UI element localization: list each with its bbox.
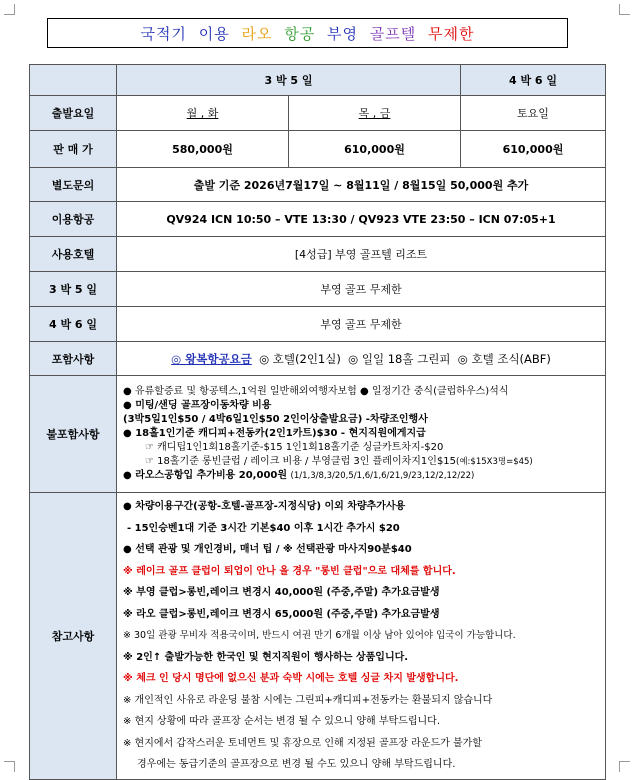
note-line: ※ 현지 상황에 따라 골프장 순서는 변경 될 수 있으니 양해 부탁드립니다.	[123, 716, 441, 727]
note-line: ※ 레이크 골프 클럽이 퇴업이 안나 올 경우 "롱빈 클럽"으로 대체를 합니다.	[123, 565, 456, 577]
excluded-line: ● 유류할증료 및 항공텍스,1억원 일반해외여행자보험 ● 일정기간 중식(클럽하우스)석식	[123, 386, 509, 397]
excluded-line: ● 미팅/샌딩 골프장이동차량 비용	[123, 400, 272, 411]
header-4n6d: 4 박 6 일	[461, 65, 606, 96]
header-corner-cell	[30, 65, 117, 96]
note-line: ※ 체크 인 당시 명단에 없으신 분과 숙박 시에는 호텔 싱글 차지 발생합니다.	[123, 673, 459, 684]
included-items	[117, 342, 606, 376]
note-line: ● 선택 관광 및 개인경비, 매너 팁 / ※ 선택관광 마사지90분$40	[123, 544, 412, 555]
excluded-line-part: (1/1,3/8,3/20,5/1,6/1,6/21,9/23,12/2,12/22)	[290, 471, 475, 481]
table-row	[30, 202, 606, 237]
excluded-line: ● 18홀1인기준 캐디피+전동카(2인1카트)$30 - 현지직원에게지급	[123, 428, 426, 439]
table-row	[30, 307, 606, 342]
table-row	[30, 493, 606, 780]
row-label: 참고사항	[30, 493, 117, 780]
note-line: ※ 현지에서 갑작스러운 토네먼트 및 휴장으로 인해 지정된 골프장 라운드가 불가할	[123, 737, 482, 749]
title-part: 부영	[327, 24, 358, 43]
flight-schedule: QV924 ICN 10:50 – VTE 13:30 / QV923 VTE 23:50 – ICN 07:05+1	[117, 202, 606, 237]
excluded-line: ☞ 캐디팁1인1회18홀기준-$15 1인1회18홀기준 싱글카트차지-$20	[145, 442, 444, 453]
row-label: 불포함사항	[30, 376, 117, 493]
note-line: ※ 2인↑ 출발가능한 한국인 및 현지직원이 행사하는 상품입니다.	[123, 651, 409, 663]
table-row	[30, 342, 606, 376]
note-line: ※ 개인적인 사유로 라운딩 불참 시에는 그린피+캐디피+전동카는 환불되지 않습니다	[123, 694, 493, 706]
title-part: 이용	[198, 24, 230, 43]
included-item: ◎ 왕복항공요금	[171, 351, 252, 366]
table-row	[30, 131, 606, 168]
row-label: 이용항공	[30, 202, 117, 237]
plan-3n5d: 부영 골프 무제한	[117, 272, 606, 307]
note-line: ※ 라오 클럽>롱빈,레이크 변경시 65,000원 (주중,주말) 추가요금발생	[123, 608, 440, 620]
page-corner-mark	[619, 4, 630, 15]
included-item: ◎ 호텔(2인1실)	[259, 351, 341, 366]
table-row	[30, 65, 606, 96]
page-corner-mark	[619, 761, 630, 772]
note-line: ※ 부영 클럽>롱빈,레이크 변경시 40,000원 (주중,주말) 추가요금발생	[123, 587, 440, 598]
product-table	[29, 64, 606, 780]
page-corner-mark	[4, 761, 15, 772]
plan-4n6d: 부영 골프 무제한	[117, 307, 606, 342]
departure-day-2: 목 , 금	[289, 96, 461, 131]
row-label: 4 박 6 일	[30, 307, 117, 342]
departure-day-3: 토요일	[461, 96, 606, 131]
included-item: ◎ 호텔 조식(ABF)	[457, 351, 551, 366]
table-row	[30, 96, 606, 131]
excluded-line	[123, 469, 599, 483]
excluded-line-part: ☞ 18홀기준 롱빈클럽 / 레이크 비용 / 부영클럽 3인 플레이차지1인$15	[145, 456, 457, 467]
row-label: 3 박 5 일	[30, 272, 117, 307]
note-line: - 15인승벤1대 기준 3시간 기본$40 이후 1시간 추가시 $20	[127, 522, 400, 534]
table-row	[30, 237, 606, 272]
table-row	[30, 168, 606, 202]
note-line: ● 차량이용구간(공항-호텔-골프장-지정식당) 이외 차량추가사용	[123, 501, 406, 512]
header-3n5d: 3 박 5 일	[117, 65, 461, 96]
row-label: 별도문의	[30, 168, 117, 202]
departure-day-1: 월 , 화	[117, 96, 289, 131]
title-part: 무제한	[428, 24, 475, 43]
excluded-line-part: ● 라오스공항입 추가비용 20,000원	[123, 470, 288, 481]
title-part: 항공	[284, 24, 316, 43]
excluded-line: (3박5일1인$50 / 4박6일1인$50 2인이상출발요금) -차량조인행사	[123, 414, 428, 425]
note-line: ※ 30일 관광 무비자 적용국이며, 반드시 여권 만기 6개월 이상 남아 있어야 입국이 가능합니다.	[123, 630, 516, 641]
title-part: 라오	[241, 24, 273, 43]
title-part: 국적기	[140, 24, 187, 43]
hotel-name: [4성급] 부영 골프텔 리조트	[117, 237, 606, 272]
row-label: 사용호텔	[30, 237, 117, 272]
notes-list	[117, 493, 606, 780]
table-row	[30, 272, 606, 307]
included-item: ◎ 일일 18홀 그린피	[348, 351, 451, 366]
excluded-list	[117, 376, 606, 493]
excluded-line-part: (예:$15X3명=$45)	[456, 457, 533, 467]
document-title	[47, 18, 568, 48]
title-part: 골프텔	[369, 24, 417, 43]
note-line: 경우에는 동급기준의 골프장으로 변경 될 수도 있으니 양해 부탁드립니다.	[137, 759, 456, 770]
excluded-line	[123, 455, 599, 469]
price-3: 610,000원	[461, 131, 606, 168]
price-2: 610,000원	[289, 131, 461, 168]
table-row	[30, 376, 606, 493]
row-label: 포함사항	[30, 342, 117, 376]
inquiry-text: 출발 기준 2026년7월17일 ~ 8월11일 / 8월15일 50,000원 추가	[117, 168, 606, 202]
page-corner-mark	[4, 4, 15, 15]
row-label: 판 매 가	[30, 131, 117, 168]
price-1: 580,000원	[117, 131, 289, 168]
row-label: 출발요일	[30, 96, 117, 131]
